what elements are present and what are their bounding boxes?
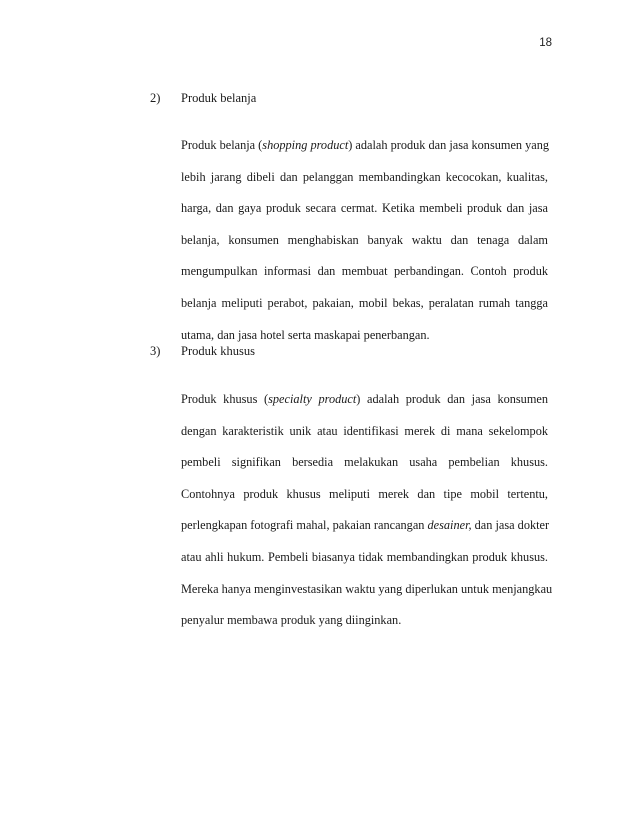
text-run: Produk belanja ( — [181, 138, 263, 152]
paragraph-line — [181, 510, 548, 542]
paragraph-line — [181, 162, 548, 194]
paragraph-line — [181, 193, 548, 225]
paragraph-line — [181, 605, 548, 637]
section-produk-belanja — [150, 90, 548, 351]
italic-term: specialty product — [268, 392, 357, 406]
text-run: utama, dan jasa hotel serta maskapai penerbangan. — [181, 327, 430, 342]
text-run: ) adalah produk dan jasa konsumen yang — [348, 138, 550, 152]
page-number: 18 — [539, 37, 552, 49]
text-run: Contohnya produk khusus meliputi merek dan tipe mobil tertentu, — [181, 486, 548, 501]
paragraph-line — [181, 384, 548, 416]
section-number: 2) — [150, 91, 161, 105]
text-run: Produk khusus ( — [181, 392, 269, 406]
text-run: mengumpulkan informasi dan membuat perbandingan. Contoh produk — [181, 264, 548, 279]
text-run: ) adalah produk dan jasa konsumen — [356, 392, 549, 406]
paragraph-line — [181, 130, 548, 162]
section-title: Produk belanja — [181, 91, 257, 105]
paragraph-line — [181, 479, 548, 511]
section-number: 3) — [150, 344, 161, 358]
text-run: perlengkapan fotografi mahal, pakaian rancangan — [181, 518, 428, 533]
paragraph-line — [181, 256, 548, 288]
text-run: atau ahli hukum. Pembeli biasanya tidak membandingkan produk khusus. — [181, 549, 548, 564]
paragraph-line — [181, 288, 548, 320]
text-run: dan jasa dokter — [471, 518, 550, 533]
text-run: belanja, konsumen menghabiskan banyak waktu dan tenaga dalam — [181, 232, 548, 247]
section-heading — [150, 90, 548, 106]
section-heading — [150, 343, 548, 359]
paragraph-line — [181, 542, 548, 574]
text-run: Mereka hanya menginvestasikan waktu yang diperlukan untuk menjangkau — [181, 581, 553, 596]
paragraph-line — [181, 416, 548, 448]
section-title: Produk khusus — [181, 344, 255, 358]
italic-term: shopping product — [262, 138, 349, 152]
section-produk-khusus — [150, 343, 553, 637]
text-run: penyalur membawa produk yang diinginkan. — [181, 613, 402, 628]
paragraph-line — [181, 447, 548, 479]
text-run: dengan karakteristik unik atau identifikasi merek di mana sekelompok — [181, 423, 548, 438]
text-run: lebih jarang dibeli dan pelanggan membandingkan kecocokan, kualitas, — [181, 169, 548, 184]
text-run: belanja meliputi perabot, pakaian, mobil bekas, peralatan rumah tangga — [181, 295, 548, 310]
paragraph-line — [181, 574, 553, 606]
italic-term: desainer, — [427, 518, 472, 533]
section-paragraph — [181, 384, 553, 637]
text-run: pembeli signifikan bersedia melakukan usaha pembelian khusus. — [181, 455, 548, 470]
section-paragraph — [181, 130, 548, 351]
paragraph-line — [181, 225, 548, 257]
text-run: harga, dan gaya produk secara cermat. Ketika membeli produk dan jasa — [181, 201, 548, 216]
